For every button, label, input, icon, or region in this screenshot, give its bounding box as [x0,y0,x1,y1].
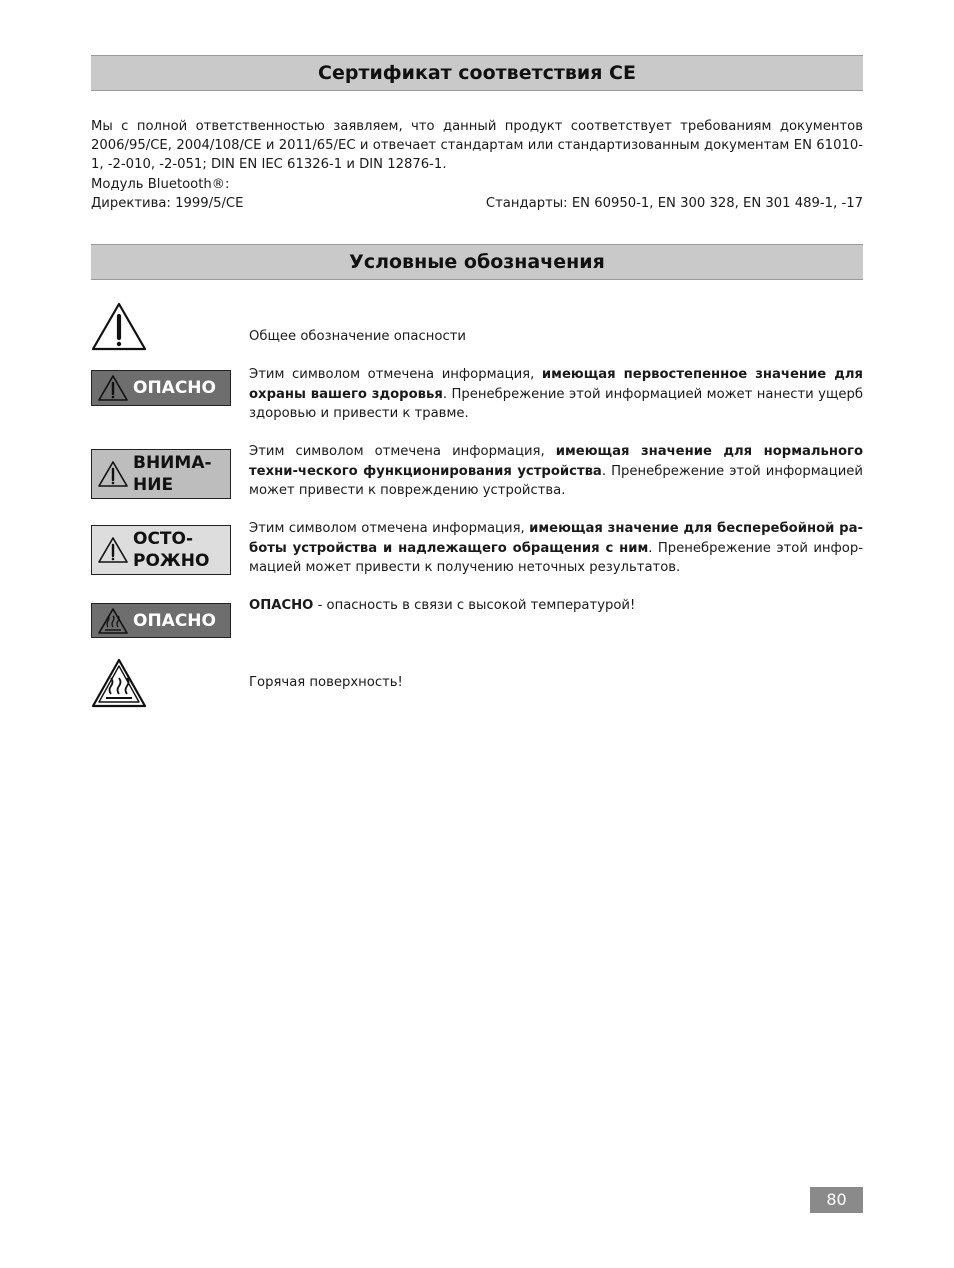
warning-triangle-icon [97,460,129,488]
warning-label [91,449,231,499]
general-danger-text: Общее обозначение опасности [249,329,466,344]
caution-description: Этим символом отмечена информация, имеющая значение для бесперебойной ра-боты устройства и надлежащего обращения с ним. Пренебрежение этой инфор-мацией может привести к получению неточных результатов. [249,521,864,575]
danger-label [91,370,231,406]
ce-declaration-paragraph: Мы с полной ответственностью заявляем, что данный продукт соответствует требованиям документов 2006/95/CE, 2004/108/CE и 2011/65/EC и отвечает стандартам или стандартизованным документам EN 61010-1, -2-010, -2-051; DIN EN IEC 61326-1 и DIN 12876-1. [91,119,863,172]
bluetooth-module-label: Модуль Bluetooth®: [91,177,230,192]
standards-text: Стандарты: EN 60950-1, EN 300 328, EN 301 489-1, -17 [485,196,863,211]
danger-description: Этим символом отмечена информация, имеющая первостепенное значение для охраны вашего здоровья. Пренебрежение этой информацией может нанести ущерб здоровью и привести к травме. [249,367,863,421]
warning-description: Этим символом отмечена информация, имеющая значение для нормального техни-ческого функционирования устройства. Пренебрежение этой информацией может привести к повреждению устройства. [249,444,864,498]
hot-danger-label-text: ОПАСНО [133,610,216,631]
section-title-symbols: Условные обозначения [91,244,863,280]
caution-label-text: ОСТО- РОЖНО [133,529,210,571]
hot-danger-label [91,603,231,638]
directive-text: Директива: 1999/5/CE [91,196,244,211]
warning-triangle-icon [91,302,147,351]
hot-surface-text: Горячая поверхность! [249,675,403,690]
hot-danger-description: ОПАСНО - опасность в связи с высокой температурой! [249,598,636,613]
hot-surface-icon [91,658,147,708]
page-number: 80 [810,1187,863,1213]
section-title-ce: Сертификат соответствия CE [91,55,863,91]
warning-label-text: ВНИМА- НИЕ [133,453,212,495]
caution-label [91,525,231,575]
danger-label-text: ОПАСНО [133,378,216,398]
warning-triangle-icon [97,536,129,564]
hot-surface-icon [97,607,129,635]
warning-triangle-icon [97,374,129,402]
